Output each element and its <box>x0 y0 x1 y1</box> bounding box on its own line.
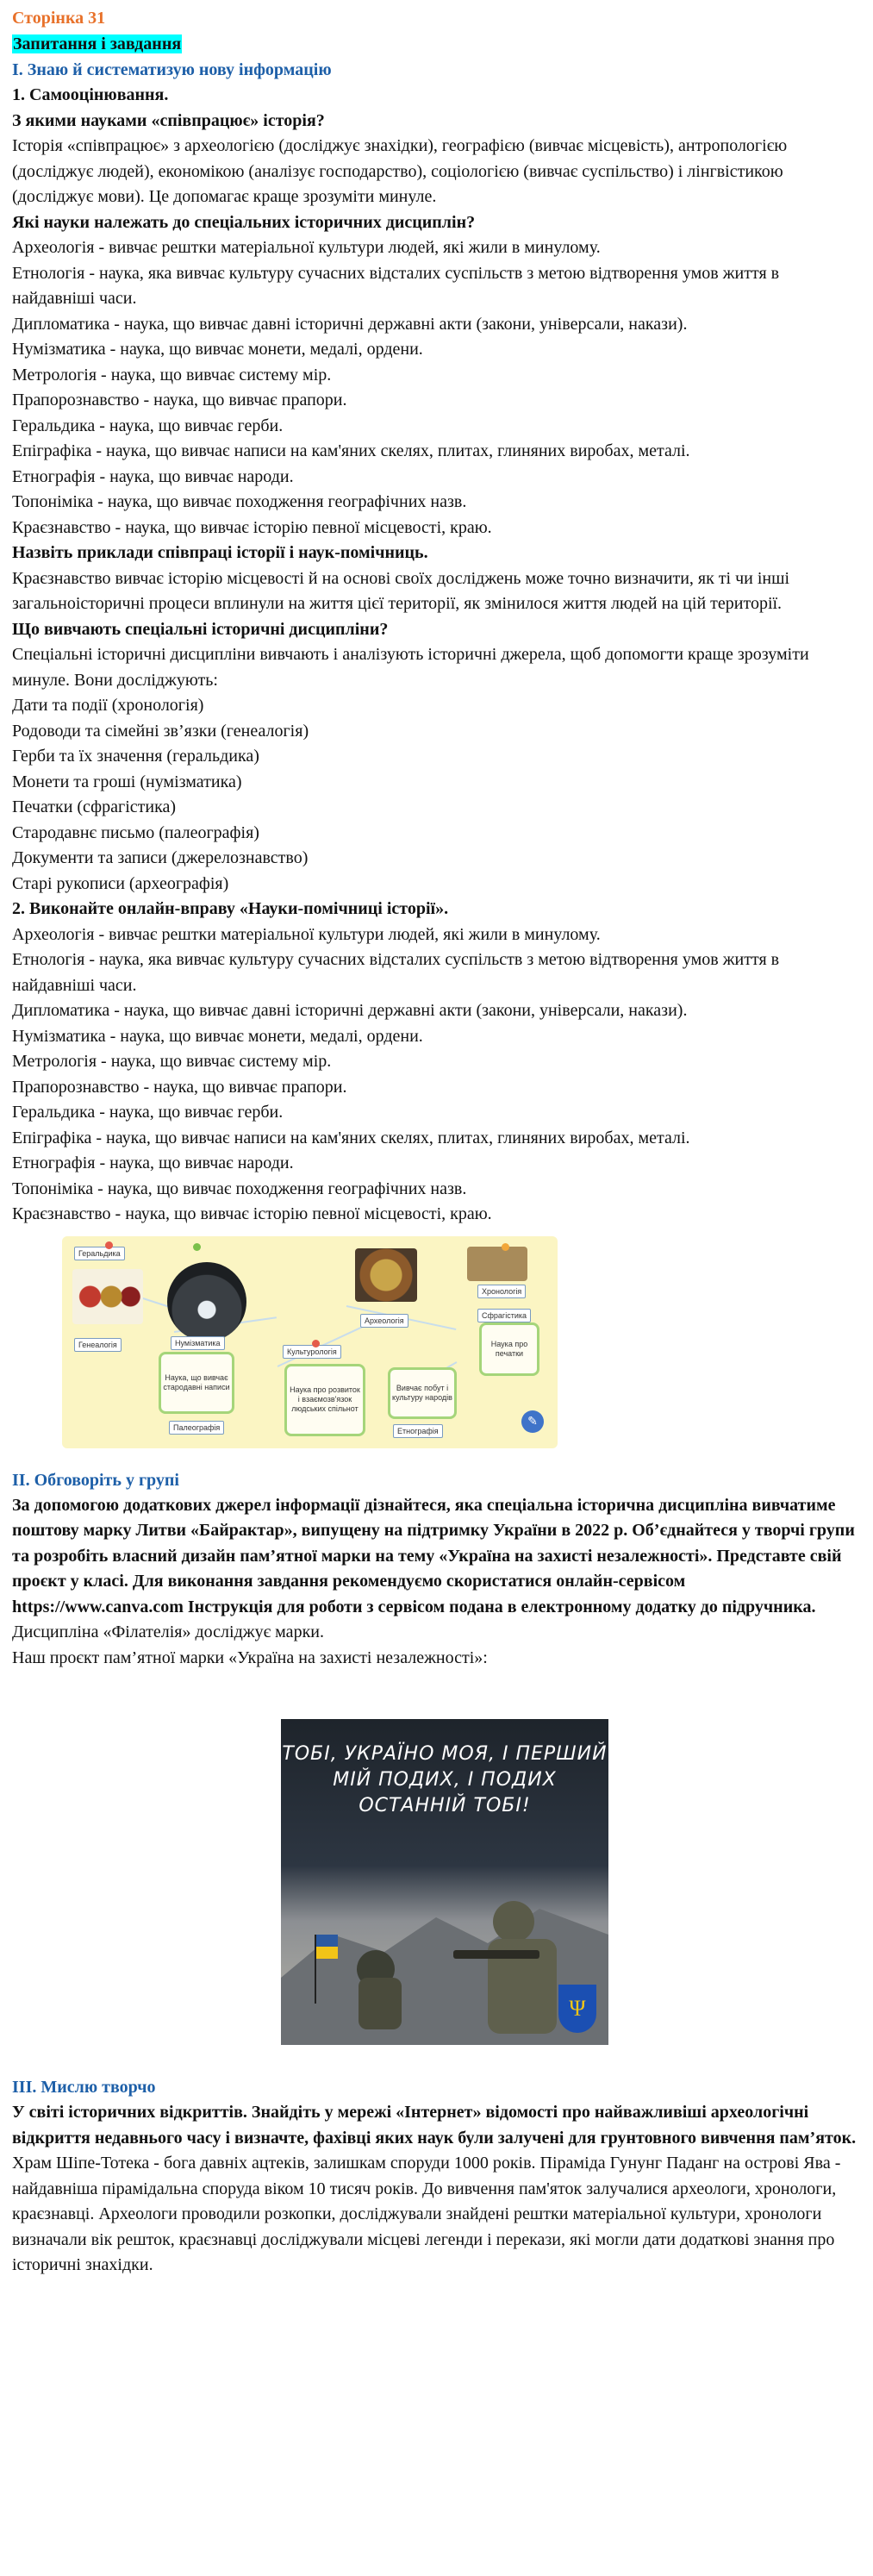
answer-1: Історія «співпрацює» з археологією (досліджує знахідки), географією (вивчає місцевість), антропологією (досліджує людей), економікою (аналізує господарство), соціологією (вивчає суспільство) і лінгвістикою (досліджує мови). Це допомагає краще зрозуміти минуле. <box>12 136 788 206</box>
list-item: Герби та їх значення (геральдика) <box>12 747 259 766</box>
list-item: Краєзнавство - наука, що вивчає історію певної місцевості, краю. <box>12 517 492 537</box>
label-chronology[interactable]: Хронологія <box>477 1285 526 1298</box>
list-item: Епіграфіка - наука, що вивчає написи на кам'яних скелях, плитах, глиняних виробах, металі. <box>12 441 690 460</box>
question-1: З якими науками «співпрацює» історія? <box>12 110 325 130</box>
list-item: Краєзнавство - наука, що вивчає історію певної місцевості, краю. <box>12 1204 492 1223</box>
part2-answer-1: Дисципліна «Філателія» досліджує марки. <box>12 1623 324 1641</box>
list-item: Родоводи та сімейні зв’язки (генеалогія) <box>12 721 309 741</box>
part3-task: У світі історичних відкриттів. Знайдіть у мережі «Інтернет» відомості про найважливіші археологічні відкриття недавнього часу і визначте, фахівці яких наук були залучені для грунтовного вивчення пам’яток. <box>12 2103 857 2148</box>
label-culturology[interactable]: Культурологія <box>283 1345 341 1359</box>
card-ancient-writing[interactable]: Наука, що вивчає стародавні написи <box>159 1352 234 1414</box>
list-item: Дипломатика - наука, що вивчає давні історичні державні акти (закони, універсали, накази). <box>12 1001 688 1020</box>
part2-task: За допомогою додаткових джерел інформації дізнайтеся, яка спеціальна історична дисципліна вивчатиме поштову марку Литви «Байрактар», випущену на підтримку України в 2022 р. Об’єднайтеся у творчі групи та розробіть власний дизайн пам’ятної марки на тему «Україна на захисті незалежності». Представте свій проєкт у класі. Для виконання завдання рекомендуємо скористатися онлайн-сервісом https://www.canva.com Інструкція для роботи з сервісом подана в електронному додатку до підручника. <box>12 1495 855 1616</box>
heraldry-picture <box>72 1269 143 1324</box>
list-item: Етнологія - наука, яка вивчає культуру сучасних відсталих суспільств з метою відтворення умов життя в найдавніші часи. <box>12 950 780 995</box>
label-heraldry[interactable]: Геральдика <box>74 1247 125 1260</box>
label-numismatics[interactable]: Нумізматика <box>171 1336 225 1350</box>
trident-icon: Ψ <box>558 1985 596 2033</box>
question-2: Які науки належать до спеціальних історичних дисциплін? <box>12 212 476 232</box>
part3-answer: Храм Шіпе-Тотека - бога давніх ацтеків, залишкам споруди 1000 років. Піраміда Гунунг Паданг на острові Ява - найдавніша пірамідальна споруда віком 10 тисяч років. До вивчення пам'яток залучалися археологи, хронологи, краєзнавці. Археологи проводили розкопки, досліджували знайдені рештки матеріальної культури, хронологи визначали вік решток, краєзнавці досліджували місцеві легенди і перекази, які могли дати додаткові знання про історичні знахідки. <box>12 2154 841 2274</box>
pin-icon <box>193 1243 201 1251</box>
stamp-text: ТОБІ, УКРАЇНО МОЯ, І ПЕРШИЙ МІЙ ПОДИХ, І ПОДИХ ОСТАННІЙ ТОБІ! <box>282 1743 608 1816</box>
label-paleography[interactable]: Палеографія <box>169 1421 224 1435</box>
archaeology-picture <box>355 1248 417 1302</box>
list-item: Нумізматика - наука, що вивчає монети, медалі, ордени. <box>12 1026 423 1046</box>
answer-4: Спеціальні історичні дисципліни вивчають і аналізують історичні джерела, щоб допомогти краще зрозуміти минуле. Вони досліджують: <box>12 645 809 690</box>
part3-heading: ІІІ. Мислю творчо <box>12 2078 156 2097</box>
label-genealogy[interactable]: Генеалогія <box>74 1338 122 1352</box>
list-item: Метрологія - наука, що вивчає систему мір. <box>12 365 332 385</box>
list-item: Геральдика - наука, що вивчає герби. <box>12 1103 284 1122</box>
stamp-design <box>281 1719 608 2045</box>
list-item: Геральдика - наука, що вивчає герби. <box>12 416 284 435</box>
list-item: Монети та гроші (нумізматика) <box>12 772 242 791</box>
list-item: Дати та події (хронологія) <box>12 696 204 715</box>
page-label: Сторінка 31 <box>12 9 106 28</box>
disciplines-list-2 <box>12 922 861 1228</box>
list-item: Документи та записи (джерелознавство) <box>12 848 309 867</box>
list-item: Топоніміка - наука, що вивчає походження географічних назв. <box>12 1179 467 1198</box>
question-4: Що вивчають спеціальні історичні дисципліни? <box>12 619 389 639</box>
list-item: Нумізматика - наука, що вивчає монети, медалі, ордени. <box>12 340 423 359</box>
label-archaeology[interactable]: Археологія <box>360 1314 408 1328</box>
card-studies-society[interactable]: Вивчає побут і культуру народів <box>388 1367 457 1419</box>
list-item: Етнографія - наука, що вивчає народи. <box>12 466 294 486</box>
label-sphragistics[interactable]: Сфрагістика <box>477 1309 531 1322</box>
list-item: Старі рукописи (археографія) <box>12 873 229 893</box>
part1-heading: І. Знаю й систематизую нову інформацію <box>12 60 332 79</box>
task2-title: 2. Виконайте онлайн-вправу «Науки-помічниці історії». <box>12 899 449 918</box>
numismatics-picture <box>167 1262 246 1341</box>
list-item: Стародавнє письмо (палеографія) <box>12 822 259 842</box>
page-content <box>12 5 861 2279</box>
studies-list <box>12 693 861 897</box>
card-seals[interactable]: Наука про печатки <box>479 1322 539 1376</box>
list-item: Прапорознавство - наука, що вивчає прапори. <box>12 1077 347 1097</box>
part2-heading: ІІ. Обговоріть у групі <box>12 1470 179 1490</box>
chronology-picture <box>467 1247 527 1281</box>
question-3: Назвіть приклади співпраці історії і наук-помічниць. <box>12 543 428 562</box>
list-item: Етнологія - наука, яка вивчає культуру сучасних відсталих суспільств з метою відтворення умов життя в найдавніші часи. <box>12 263 780 308</box>
part2-answer-2: Наш проєкт пам’ятної марки «Україна на захисті незалежності»: <box>12 1648 488 1667</box>
pin-icon <box>502 1243 509 1251</box>
pin-icon <box>105 1241 113 1249</box>
pin-icon <box>312 1340 320 1347</box>
edit-icon[interactable]: ✎ <box>521 1410 544 1433</box>
exercise-screenshot <box>62 1236 558 1448</box>
list-item: Дипломатика - наука, що вивчає давні історичні державні акти (закони, універсали, накази). <box>12 314 688 334</box>
section-title: Запитання і завдання <box>13 34 182 53</box>
list-item: Прапорознавство - наука, що вивчає прапори. <box>12 391 347 410</box>
list-item: Археологія - вивчає рештки матеріальної культури людей, які жили в минулому. <box>12 238 601 257</box>
label-ethnography[interactable]: Етнографія <box>393 1424 443 1438</box>
task1-title: 1. Самооцінювання. <box>12 85 169 104</box>
disciplines-list <box>12 235 861 541</box>
list-item: Етнографія - наука, що вивчає народи. <box>12 1154 294 1172</box>
list-item: Печатки (сфрагістика) <box>12 797 177 816</box>
answer-3: Краєзнавство вивчає історію місцевості й на основі своїх досліджень може точно визначити, як ті чи інші загальноісторичні процеси вплинули на життя цієї території, як змінилося життя людей на цій території. <box>12 568 790 613</box>
list-item: Метрологія - наука, що вивчає систему мір. <box>12 1052 332 1071</box>
card-culture-study[interactable]: Наука про розвиток і взаємозв'язок людських спільнот <box>284 1364 365 1436</box>
list-item: Топоніміка - наука, що вивчає походження географічних назв. <box>12 492 467 511</box>
list-item: Епіграфіка - наука, що вивчає написи на кам'яних скелях, плитах, глиняних виробах, металі. <box>12 1128 690 1147</box>
list-item: Археологія - вивчає рештки матеріальної культури людей, які жили в минулому. <box>12 924 601 944</box>
